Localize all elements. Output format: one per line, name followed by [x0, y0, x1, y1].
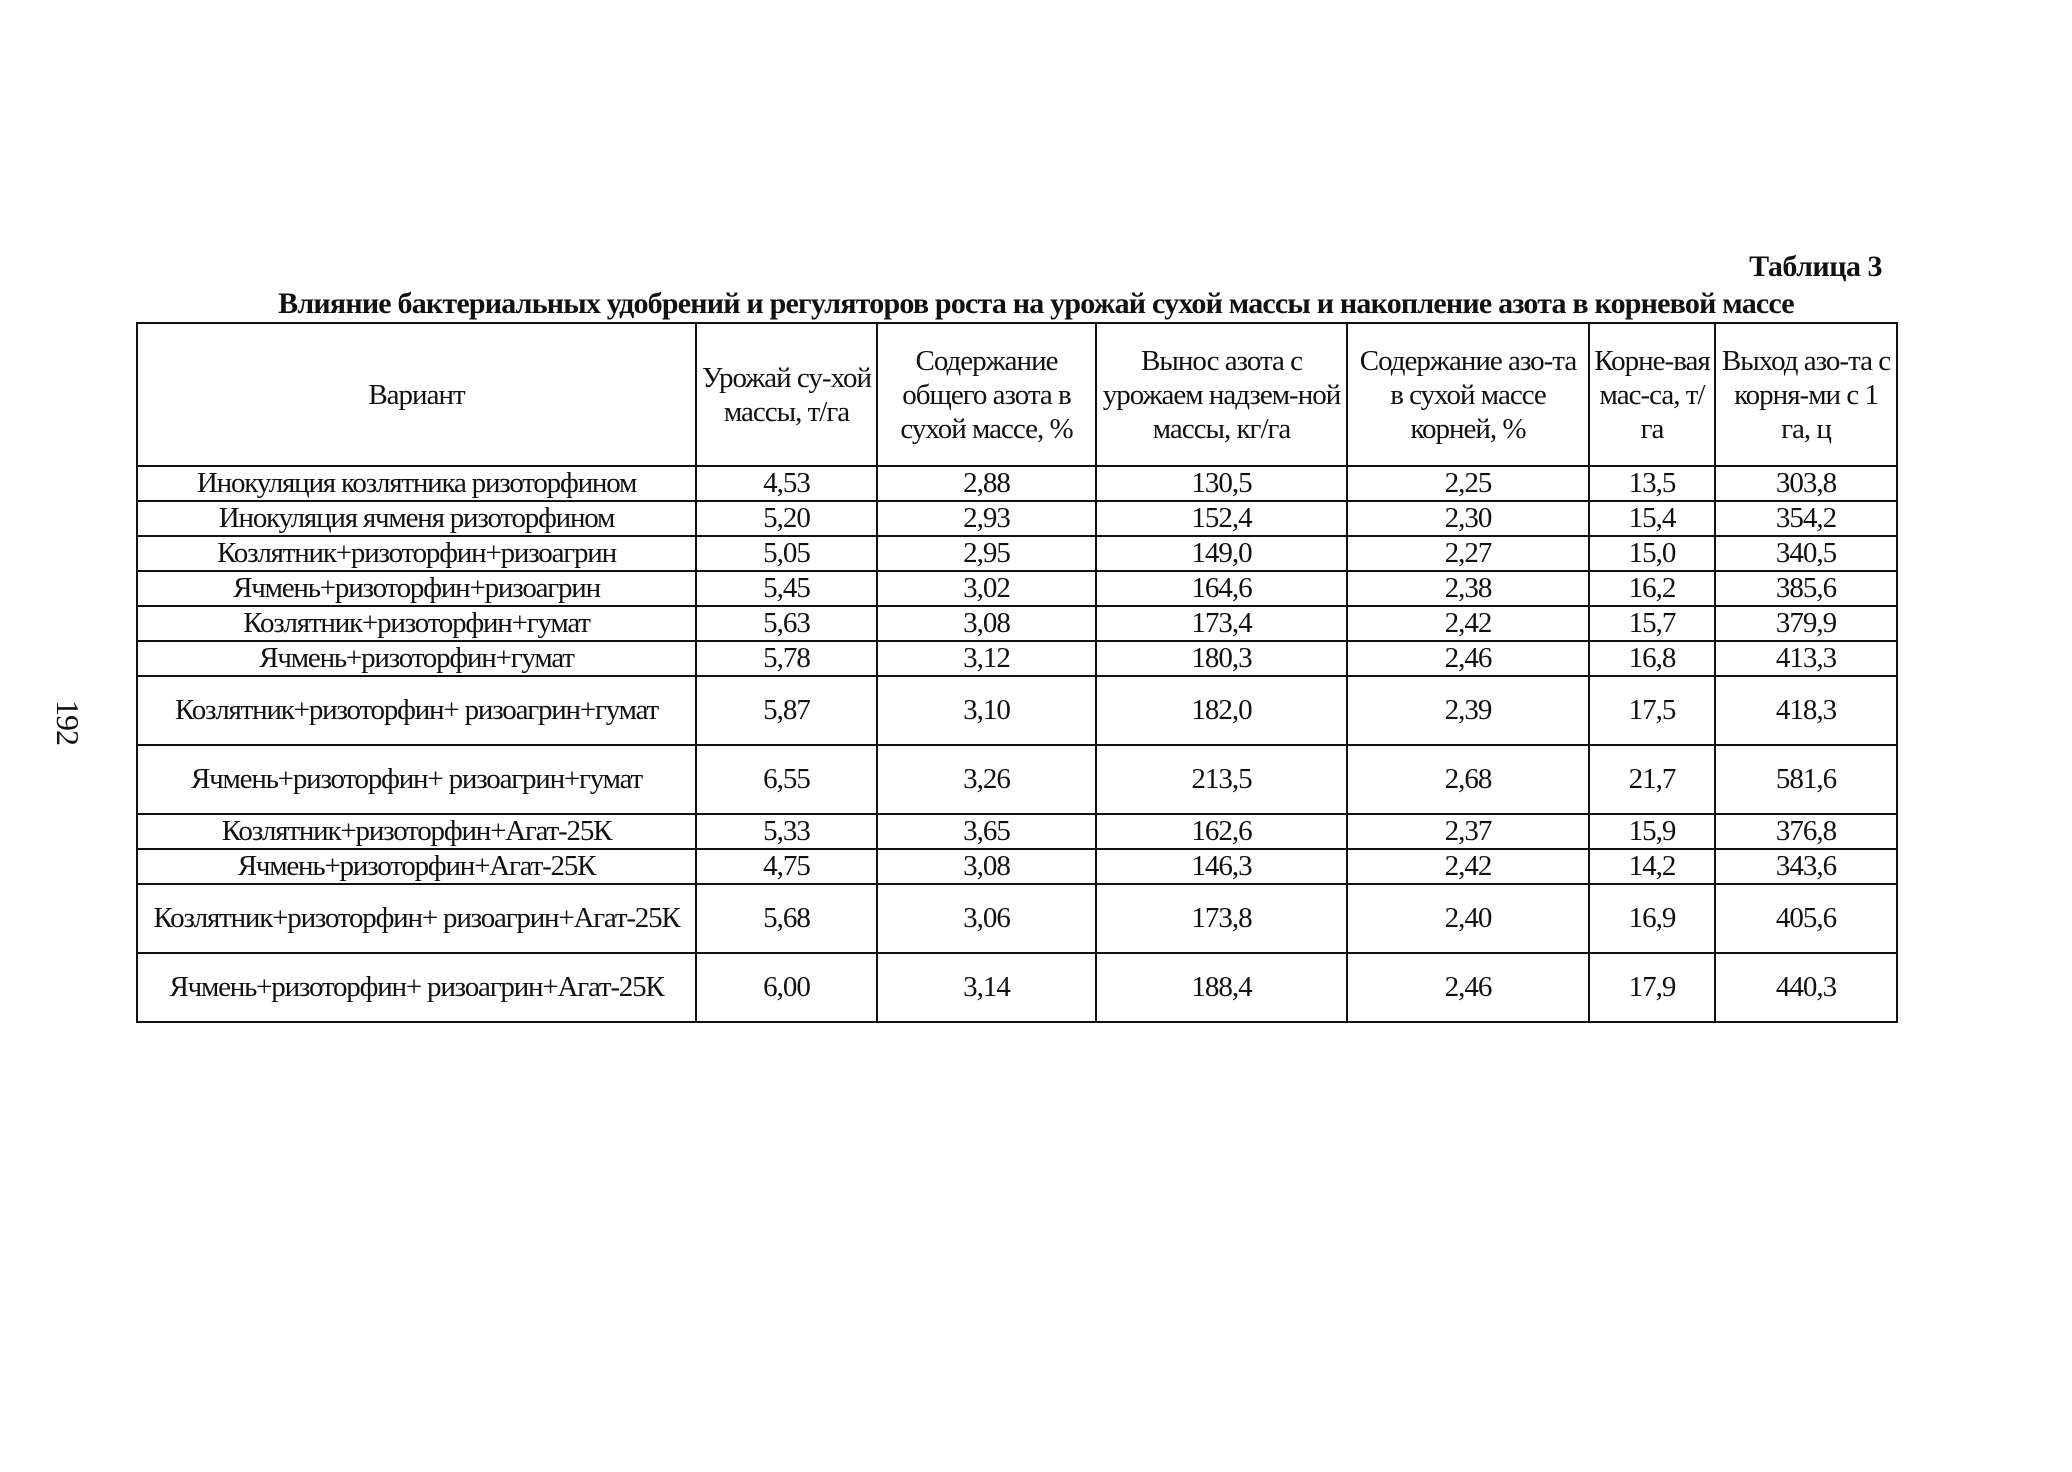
cell-value: 2,46	[1347, 953, 1589, 1022]
table-row	[137, 676, 1897, 745]
cell-value: 17,5	[1589, 676, 1715, 745]
cell-variant: Козлятник+ризоторфин+ризоагрин	[137, 536, 696, 571]
cell-value: 213,5	[1096, 745, 1347, 814]
header-variant: Вариант	[137, 323, 696, 466]
table-row	[137, 466, 1897, 501]
cell-variant: Козлятник+ризоторфин+ ризоагрин+гумат	[137, 676, 696, 745]
cell-value: 5,68	[696, 884, 877, 953]
cell-value: 4,53	[696, 466, 877, 501]
cell-variant: Инокуляция козлятника ризоторфином	[137, 466, 696, 501]
cell-value: 162,6	[1096, 814, 1347, 849]
cell-value: 2,42	[1347, 849, 1589, 884]
cell-variant: Ячмень+ризоторфин+ризоагрин	[137, 571, 696, 606]
table-row	[137, 536, 1897, 571]
cell-value: 14,2	[1589, 849, 1715, 884]
cell-value: 149,0	[1096, 536, 1347, 571]
cell-value: 379,9	[1715, 606, 1897, 641]
cell-value: 2,40	[1347, 884, 1589, 953]
cell-value: 2,68	[1347, 745, 1589, 814]
cell-value: 152,4	[1096, 501, 1347, 536]
cell-value: 2,88	[877, 466, 1096, 501]
cell-variant: Ячмень+ризоторфин+Агат-25К	[137, 849, 696, 884]
header-root-nitrogen: Содержание азо-та в сухой массе корней, %	[1347, 323, 1589, 466]
cell-variant: Козлятник+ризоторфин+Агат-25К	[137, 814, 696, 849]
cell-value: 5,45	[696, 571, 877, 606]
cell-value: 146,3	[1096, 849, 1347, 884]
cell-value: 343,6	[1715, 849, 1897, 884]
cell-value: 5,05	[696, 536, 877, 571]
cell-value: 2,27	[1347, 536, 1589, 571]
header-root-mass: Корне-вая мас-са, т/га	[1589, 323, 1715, 466]
table-row	[137, 745, 1897, 814]
header-nitrogen-output: Выход азо-та с корня-ми с 1 га, ц	[1715, 323, 1897, 466]
header-nitrogen-removal: Вынос азота с урожаем надзем-ной массы, кг/га	[1096, 323, 1347, 466]
header-dry-mass-yield: Урожай су-хой массы, т/га	[696, 323, 877, 466]
cell-value: 130,5	[1096, 466, 1347, 501]
cell-value: 188,4	[1096, 953, 1347, 1022]
cell-value: 15,9	[1589, 814, 1715, 849]
cell-value: 15,0	[1589, 536, 1715, 571]
cell-value: 385,6	[1715, 571, 1897, 606]
cell-value: 303,8	[1715, 466, 1897, 501]
cell-value: 180,3	[1096, 641, 1347, 676]
table-title: Влияние бактериальных удобрений и регуляторов роста на урожай сухой массы и накопление азота в корневой массе	[278, 287, 1794, 320]
cell-value: 5,20	[696, 501, 877, 536]
cell-value: 405,6	[1715, 884, 1897, 953]
cell-variant: Ячмень+ризоторфин+ ризоагрин+Агат-25К	[137, 953, 696, 1022]
cell-value: 3,02	[877, 571, 1096, 606]
cell-variant: Козлятник+ризоторфин+гумат	[137, 606, 696, 641]
cell-value: 2,25	[1347, 466, 1589, 501]
cell-value: 3,06	[877, 884, 1096, 953]
cell-value: 376,8	[1715, 814, 1897, 849]
table-row	[137, 641, 1897, 676]
cell-value: 418,3	[1715, 676, 1897, 745]
page-number: 192	[50, 700, 86, 745]
cell-value: 164,6	[1096, 571, 1347, 606]
cell-value: 6,00	[696, 953, 877, 1022]
cell-value: 440,3	[1715, 953, 1897, 1022]
table-row	[137, 571, 1897, 606]
table-row	[137, 501, 1897, 536]
table-row	[137, 606, 1897, 641]
header-row	[137, 323, 1897, 466]
cell-value: 340,5	[1715, 536, 1897, 571]
cell-value: 581,6	[1715, 745, 1897, 814]
cell-value: 3,08	[877, 606, 1096, 641]
cell-value: 3,26	[877, 745, 1096, 814]
cell-value: 2,38	[1347, 571, 1589, 606]
cell-value: 2,30	[1347, 501, 1589, 536]
cell-value: 21,7	[1589, 745, 1715, 814]
cell-value: 13,5	[1589, 466, 1715, 501]
cell-value: 5,33	[696, 814, 877, 849]
cell-value: 5,63	[696, 606, 877, 641]
cell-value: 15,4	[1589, 501, 1715, 536]
cell-value: 3,14	[877, 953, 1096, 1022]
cell-value: 3,10	[877, 676, 1096, 745]
cell-value: 5,78	[696, 641, 877, 676]
cell-value: 17,9	[1589, 953, 1715, 1022]
header-total-nitrogen: Содержание общего азота в сухой массе, %	[877, 323, 1096, 466]
cell-variant: Козлятник+ризоторфин+ ризоагрин+Агат-25К	[137, 884, 696, 953]
cell-value: 3,65	[877, 814, 1096, 849]
table-row	[137, 814, 1897, 849]
cell-value: 3,12	[877, 641, 1096, 676]
cell-value: 2,39	[1347, 676, 1589, 745]
cell-value: 4,75	[696, 849, 877, 884]
cell-value: 6,55	[696, 745, 877, 814]
cell-value: 2,93	[877, 501, 1096, 536]
cell-value: 16,9	[1589, 884, 1715, 953]
cell-value: 3,08	[877, 849, 1096, 884]
table-body	[137, 466, 1897, 1022]
cell-variant: Ячмень+ризоторфин+гумат	[137, 641, 696, 676]
cell-value: 16,2	[1589, 571, 1715, 606]
table-row	[137, 849, 1897, 884]
cell-value: 2,95	[877, 536, 1096, 571]
cell-value: 354,2	[1715, 501, 1897, 536]
data-table	[136, 322, 1898, 1023]
cell-value: 2,42	[1347, 606, 1589, 641]
cell-value: 5,87	[696, 676, 877, 745]
cell-variant: Ячмень+ризоторфин+ ризоагрин+гумат	[137, 745, 696, 814]
cell-value: 182,0	[1096, 676, 1347, 745]
table-row	[137, 884, 1897, 953]
cell-value: 173,4	[1096, 606, 1347, 641]
cell-value: 2,46	[1347, 641, 1589, 676]
cell-value: 413,3	[1715, 641, 1897, 676]
cell-value: 15,7	[1589, 606, 1715, 641]
table-row	[137, 953, 1897, 1022]
cell-variant: Инокуляция ячменя ризоторфином	[137, 501, 696, 536]
cell-value: 2,37	[1347, 814, 1589, 849]
table-label: Таблица 3	[1749, 250, 1882, 283]
cell-value: 173,8	[1096, 884, 1347, 953]
cell-value: 16,8	[1589, 641, 1715, 676]
